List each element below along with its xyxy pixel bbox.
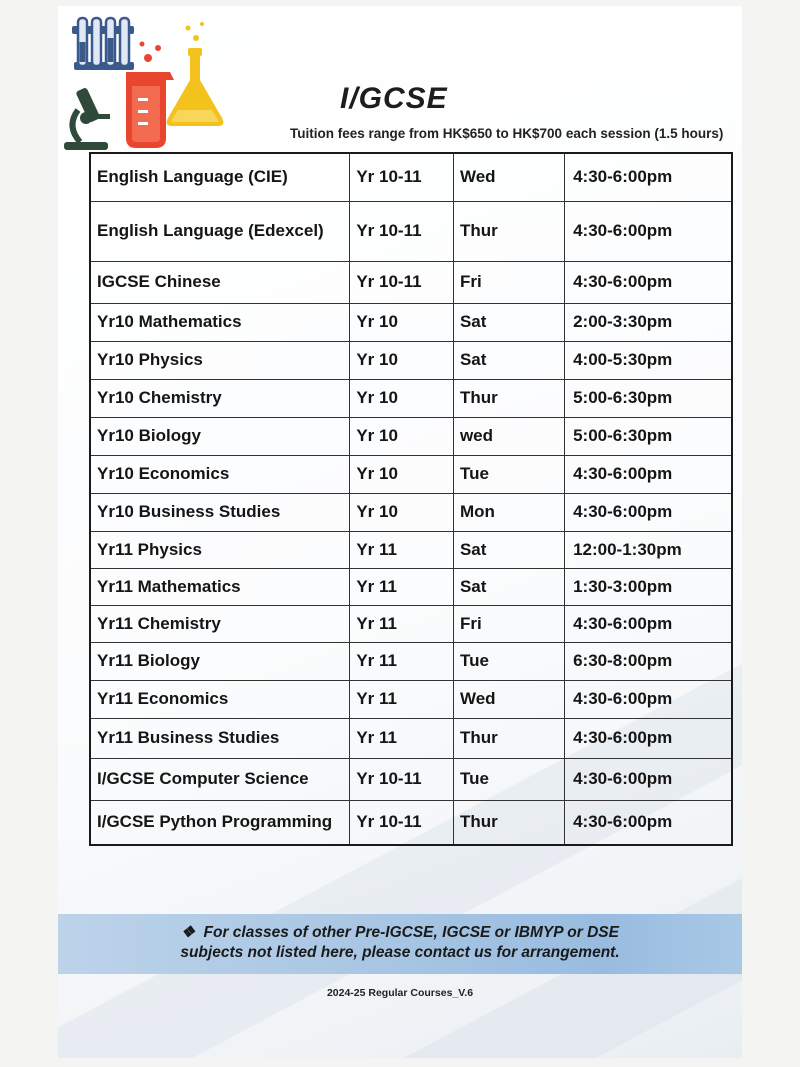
day-cell: Wed bbox=[453, 153, 564, 201]
time-cell: 4:30-6:00pm bbox=[565, 758, 732, 800]
test-tubes-icon bbox=[72, 18, 134, 70]
table-row bbox=[90, 201, 732, 261]
time-cell: 12:00-1:30pm bbox=[565, 531, 732, 568]
time-cell: 1:30-3:00pm bbox=[565, 568, 732, 605]
time-cell: 5:00-6:30pm bbox=[565, 379, 732, 417]
time-cell: 4:30-6:00pm bbox=[565, 201, 732, 261]
table-row bbox=[90, 642, 732, 680]
year-cell: Yr 11 bbox=[350, 680, 454, 718]
day-cell: Tue bbox=[453, 758, 564, 800]
table-row bbox=[90, 758, 732, 800]
subject-cell: Yr10 Chemistry bbox=[90, 379, 350, 417]
table-row bbox=[90, 800, 732, 845]
subject-cell: Yr11 Physics bbox=[90, 531, 350, 568]
time-cell: 4:30-6:00pm bbox=[565, 455, 732, 493]
day-cell: Sat bbox=[453, 303, 564, 341]
microscope-icon bbox=[64, 87, 110, 150]
subject-cell: I/GCSE Python Programming bbox=[90, 800, 350, 845]
day-cell: wed bbox=[453, 417, 564, 455]
time-cell: 5:00-6:30pm bbox=[565, 417, 732, 455]
subject-cell: Yr10 Economics bbox=[90, 455, 350, 493]
science-illustration bbox=[62, 14, 242, 164]
day-cell: Sat bbox=[453, 341, 564, 379]
day-cell: Wed bbox=[453, 680, 564, 718]
day-cell: Sat bbox=[453, 568, 564, 605]
day-cell: Mon bbox=[453, 493, 564, 531]
subject-cell: Yr11 Mathematics bbox=[90, 568, 350, 605]
table-row bbox=[90, 153, 732, 201]
flask-icon bbox=[167, 22, 224, 126]
subject-cell: Yr11 Business Studies bbox=[90, 718, 350, 758]
table-row bbox=[90, 493, 732, 531]
subject-cell: English Language (Edexcel) bbox=[90, 201, 350, 261]
day-cell: Fri bbox=[453, 261, 564, 303]
course-schedule-table bbox=[89, 152, 733, 846]
time-cell: 4:30-6:00pm bbox=[565, 800, 732, 845]
beaker-icon bbox=[126, 42, 174, 149]
year-cell: Yr 10-11 bbox=[350, 758, 454, 800]
subject-cell: Yr10 Physics bbox=[90, 341, 350, 379]
time-cell: 2:00-3:30pm bbox=[565, 303, 732, 341]
contact-notice-banner bbox=[58, 914, 742, 974]
table-row bbox=[90, 261, 732, 303]
table-row bbox=[90, 680, 732, 718]
table-row bbox=[90, 303, 732, 341]
table-row bbox=[90, 605, 732, 642]
year-cell: Yr 10-11 bbox=[350, 800, 454, 845]
subject-cell: Yr11 Economics bbox=[90, 680, 350, 718]
time-cell: 4:30-6:00pm bbox=[565, 605, 732, 642]
time-cell: 6:30-8:00pm bbox=[565, 642, 732, 680]
year-cell: Yr 11 bbox=[350, 605, 454, 642]
subject-cell: Yr11 Biology bbox=[90, 642, 350, 680]
page-title: I/GCSE bbox=[340, 82, 448, 115]
subject-cell: I/GCSE Computer Science bbox=[90, 758, 350, 800]
table-row bbox=[90, 379, 732, 417]
table-row bbox=[90, 455, 732, 493]
subject-cell: Yr10 Mathematics bbox=[90, 303, 350, 341]
notice-line-1 bbox=[58, 923, 742, 943]
version-footer: 2024-25 Regular Courses_V.6 bbox=[326, 987, 474, 999]
year-cell: Yr 11 bbox=[350, 531, 454, 568]
year-cell: Yr 11 bbox=[350, 718, 454, 758]
day-cell: Thur bbox=[453, 800, 564, 845]
tuition-fee-note: Tuition fees range from HK$650 to HK$700 each session (1.5 hours) bbox=[290, 126, 724, 141]
year-cell: Yr 11 bbox=[350, 642, 454, 680]
year-cell: Yr 10 bbox=[350, 303, 454, 341]
time-cell: 4:30-6:00pm bbox=[565, 261, 732, 303]
subject-cell: Yr10 Business Studies bbox=[90, 493, 350, 531]
day-cell: Sat bbox=[453, 531, 564, 568]
year-cell: Yr 10-11 bbox=[350, 261, 454, 303]
year-cell: Yr 10 bbox=[350, 493, 454, 531]
time-cell: 4:30-6:00pm bbox=[565, 680, 732, 718]
table-row bbox=[90, 417, 732, 455]
year-cell: Yr 10 bbox=[350, 341, 454, 379]
day-cell: Fri bbox=[453, 605, 564, 642]
year-cell: Yr 11 bbox=[350, 568, 454, 605]
subject-cell: Yr10 Biology bbox=[90, 417, 350, 455]
table-row bbox=[90, 568, 732, 605]
year-cell: Yr 10-11 bbox=[350, 201, 454, 261]
year-cell: Yr 10 bbox=[350, 379, 454, 417]
day-cell: Thur bbox=[453, 201, 564, 261]
table-row bbox=[90, 531, 732, 568]
table-row bbox=[90, 341, 732, 379]
table-row bbox=[90, 718, 732, 758]
day-cell: Thur bbox=[453, 718, 564, 758]
time-cell: 4:30-6:00pm bbox=[565, 718, 732, 758]
notice-text-2: subjects not listed here, please contact us for arrangement. bbox=[180, 944, 620, 961]
subject-cell: English Language (CIE) bbox=[90, 153, 350, 201]
subject-cell: Yr11 Chemistry bbox=[90, 605, 350, 642]
time-cell: 4:00-5:30pm bbox=[565, 341, 732, 379]
notice-text-1: For classes of other Pre-IGCSE, IGCSE or IBMYP or DSE bbox=[203, 924, 619, 941]
subject-cell: IGCSE Chinese bbox=[90, 261, 350, 303]
day-cell: Thur bbox=[453, 379, 564, 417]
year-cell: Yr 10 bbox=[350, 417, 454, 455]
time-cell: 4:30-6:00pm bbox=[565, 153, 732, 201]
diamond-bullet-icon: ❖ bbox=[181, 924, 195, 941]
day-cell: Tue bbox=[453, 455, 564, 493]
year-cell: Yr 10-11 bbox=[350, 153, 454, 201]
year-cell: Yr 10 bbox=[350, 455, 454, 493]
time-cell: 4:30-6:00pm bbox=[565, 493, 732, 531]
day-cell: Tue bbox=[453, 642, 564, 680]
